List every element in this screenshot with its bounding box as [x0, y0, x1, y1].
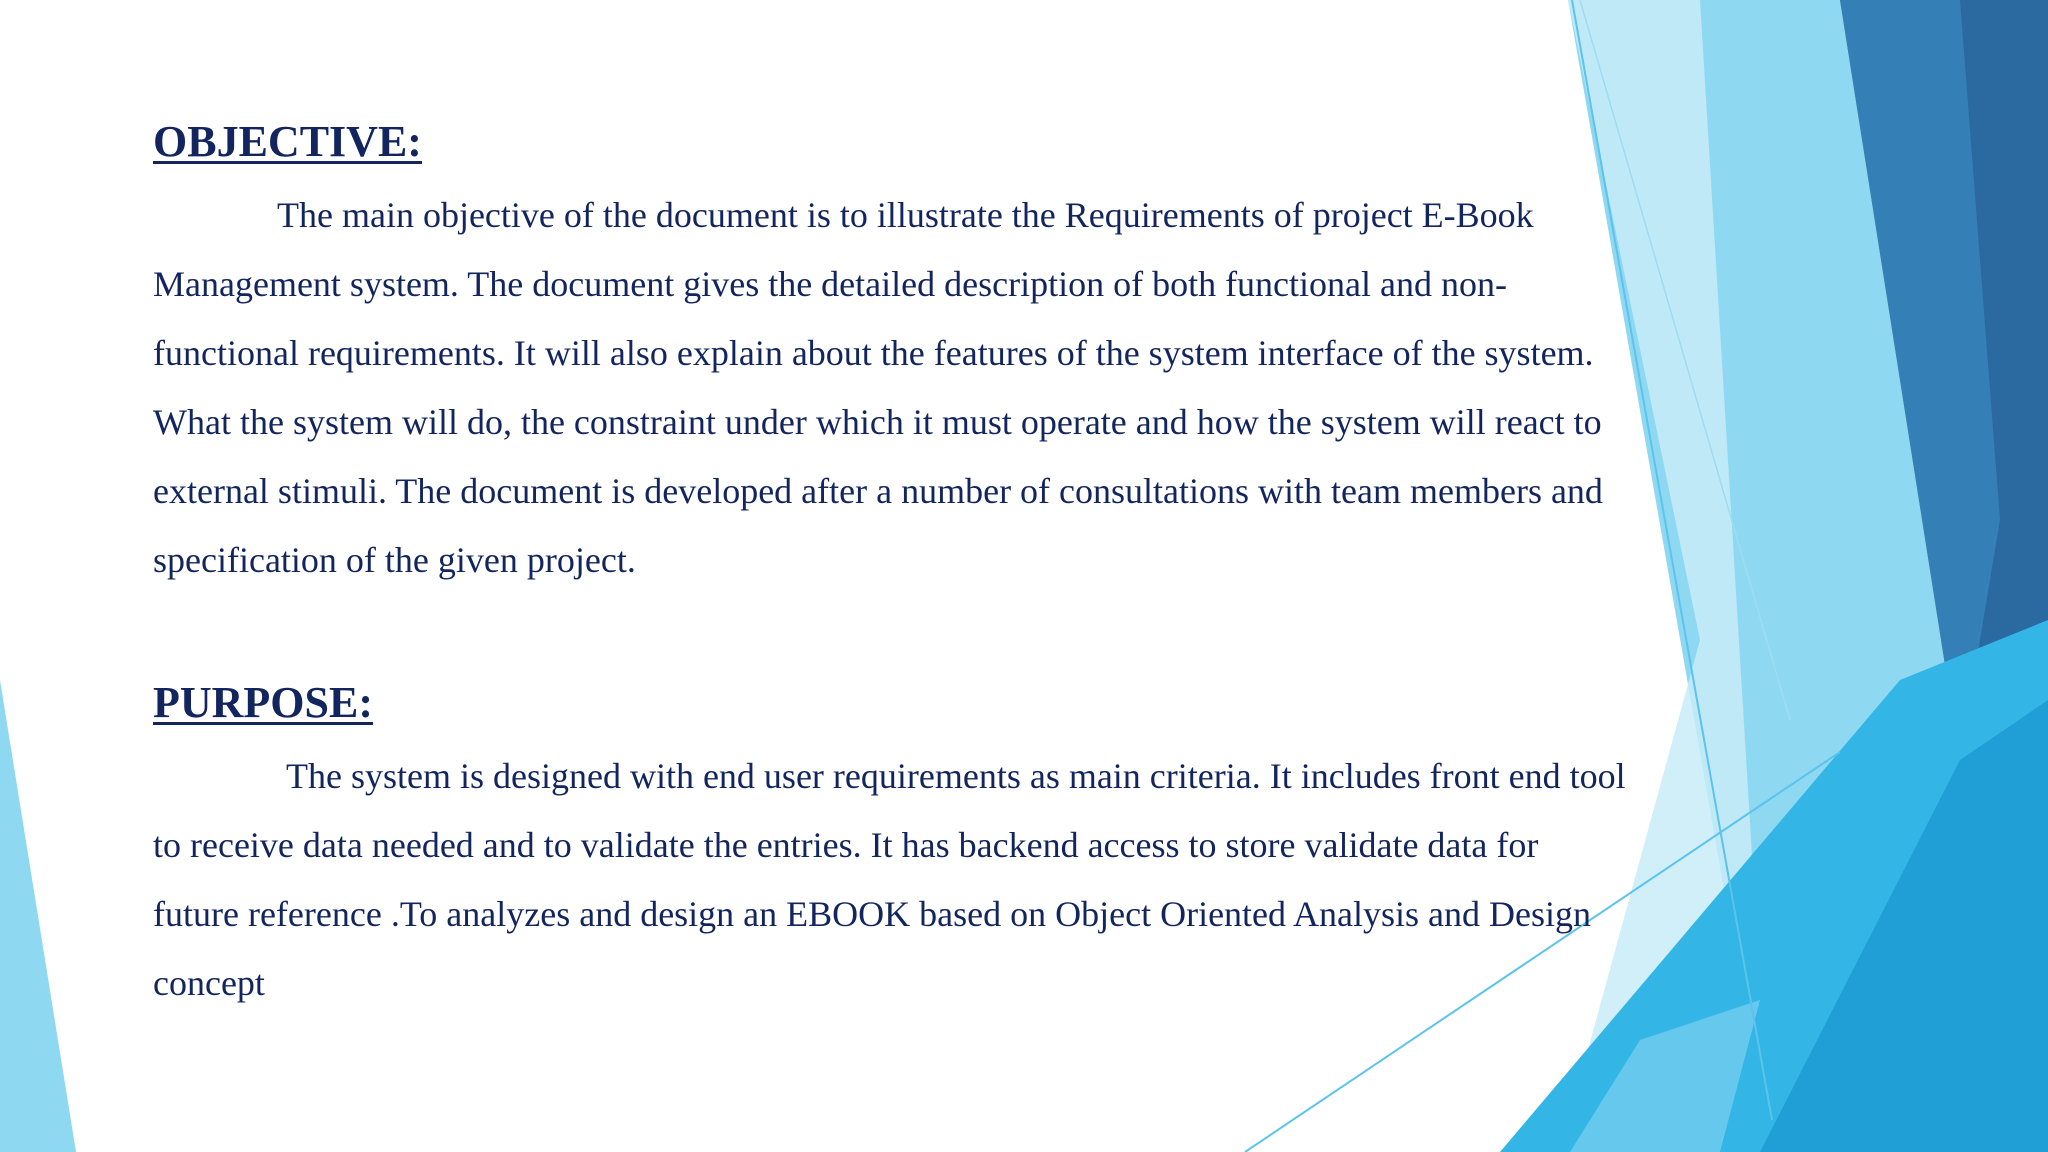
objective-line-3: functional requirements. It will also explain about the features of the system interface of the system. [153, 333, 1594, 373]
objective-line-2: Management system. The document gives the detailed description of both functional and non- [153, 264, 1507, 304]
left-accent-shape [0, 680, 76, 1152]
objective-line-6: specification of the given project. [153, 540, 636, 580]
purpose-line-2: to receive data needed and to validate the entries. It has backend access to store validate data for [153, 825, 1539, 865]
objective-line-1: The main objective of the document is to illustrate the Requirements of project E-Book [277, 195, 1534, 235]
objective-line-5: external stimuli. The document is developed after a number of consultations with team members and [153, 471, 1603, 511]
objective-line-4: What the system will do, the constraint under which it must operate and how the system will react to [153, 402, 1602, 442]
purpose-line-4: concept [153, 963, 265, 1003]
objective-heading: OBJECTIVE: [153, 117, 422, 166]
purpose-heading: PURPOSE: [153, 678, 373, 727]
purpose-line-3: future reference .To analyzes and design an EBOOK based on Object Oriented Analysis and Design [153, 894, 1592, 934]
purpose-line-1: The system is designed with end user requirements as main criteria. It includes front end tool [286, 756, 1626, 796]
